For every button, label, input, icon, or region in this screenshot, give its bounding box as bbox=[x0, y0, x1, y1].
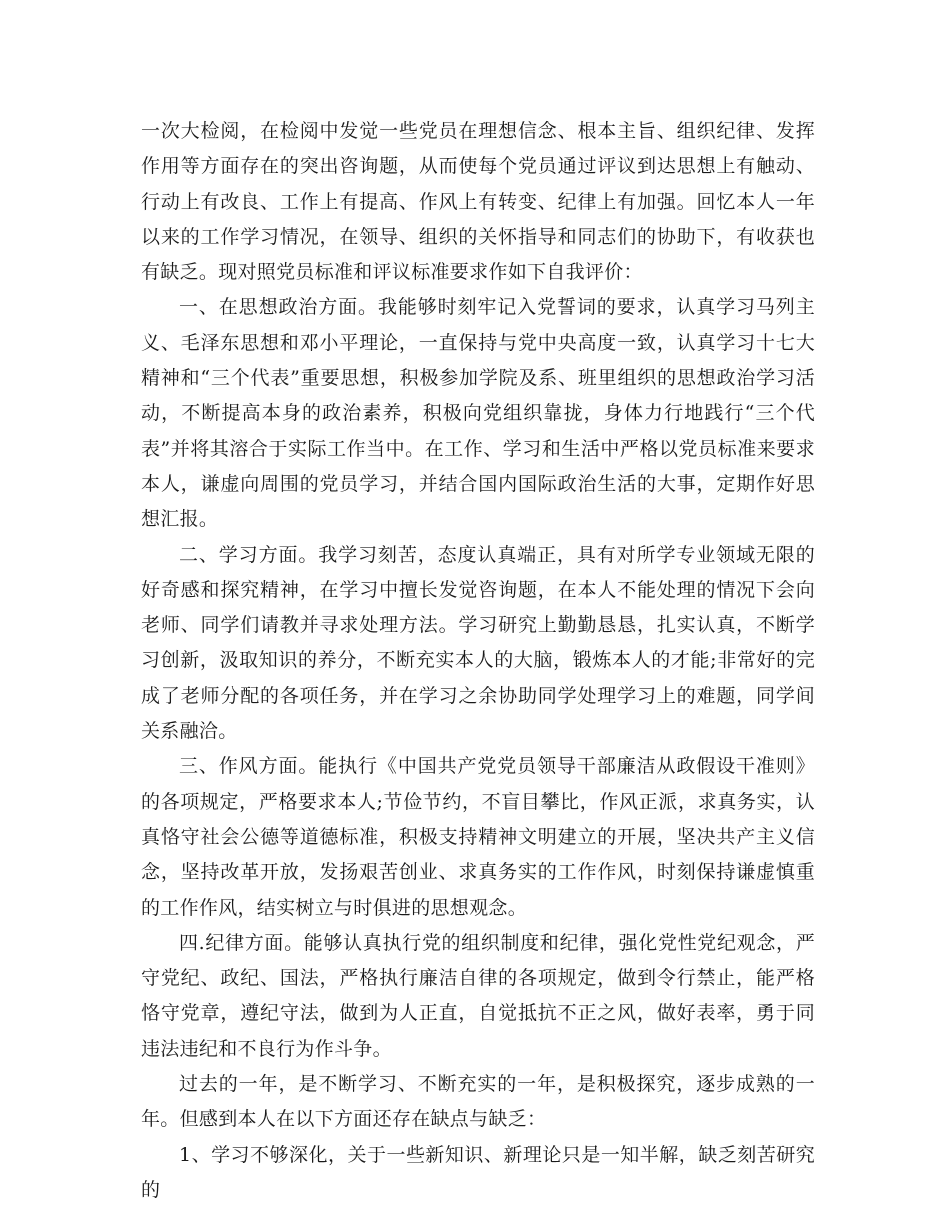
paragraph-shortcoming-1: 1、学习不够深化，关于一些新知识、新理论只是一知半解，缺乏刻苦研究的 bbox=[141, 1143, 815, 1201]
paragraph-summary: 过去的一年，是不断学习、不断充实的一年，是积极探究，逐步成熟的一年。但感到本人在以下方面还存在缺点与缺乏： bbox=[141, 1073, 815, 1131]
paragraph-political: 一、在思想政治方面。我能够时刻牢记入党誓词的要求，认真学习马列主义、毛泽东思想和邓小平理论，一直保持与党中央高度一致，认真学习十七大精神和“三个代表”重要思想，积极参加学院及系、班里组织的思想政治学习活动，不断提高本身的政治素养，积极向党组织靠拢，身体力行地践行“三个代表”并将其溶合于实际工作当中。在工作、学习和生活中严格以党员标准来要求本人，谦虚向周围的党员学习，并结合国内国际政治生活的大事，定期作好思想汇报。 bbox=[141, 296, 815, 531]
paragraph-conduct: 三、作风方面。能执行《中国共产党党员领导干部廉洁从政假设干准则》的各项规定，严格要求本人;节俭节约，不盲目攀比，作风正派，求真务实，认真恪守社会公德等道德标准，积极支持精神文明建立的开展，坚决共产主义信念，坚持改革开放，发扬艰苦创业、求真务实的工作作风，时刻保持谦虚慎重的工作作风，结实树立与时俱进的思想观念。 bbox=[141, 755, 815, 919]
document-body bbox=[141, 114, 815, 1208]
paragraph-discipline: 四.纪律方面。能够认真执行党的组织制度和纪律，强化党性党纪观念，严守党纪、政纪、国法，严格执行廉洁自律的各项规定，做到令行禁止，能严格恪守党章，遵纪守法，做到为人正直，自觉抵抗不正之风，做好表率，勇于同违法违纪和不良行为作斗争。 bbox=[141, 931, 815, 1060]
paragraph-study: 二、学习方面。我学习刻苦，态度认真端正，具有对所学专业领域无限的好奇感和探究精神，在学习中擅长发觉咨询题，在本人不能处理的情况下会向老师、同学们请教并寻求处理方法。学习研究上勤勤恳恳，扎实认真，不断学习创新，汲取知识的养分，不断充实本人的大脑，锻炼本人的才能;非常好的完成了老师分配的各项任务，并在学习之余协助同学处理学习上的难题，同学间关系融洽。 bbox=[141, 543, 815, 743]
paragraph-intro: 一次大检阅，在检阅中发觉一些党员在理想信念、根本主旨、组织纪律、发挥作用等方面存在的突出咨询题，从而使每个党员通过评议到达思想上有触动、行动上有改良、工作上有提高、作风上有转变、纪律上有加强。回忆本人一年以来的工作学习情况，在领导、组织的关怀指导和同志们的协助下，有收获也有缺乏。现对照党员标准和评议标准要求作如下自我评价： bbox=[141, 120, 815, 284]
